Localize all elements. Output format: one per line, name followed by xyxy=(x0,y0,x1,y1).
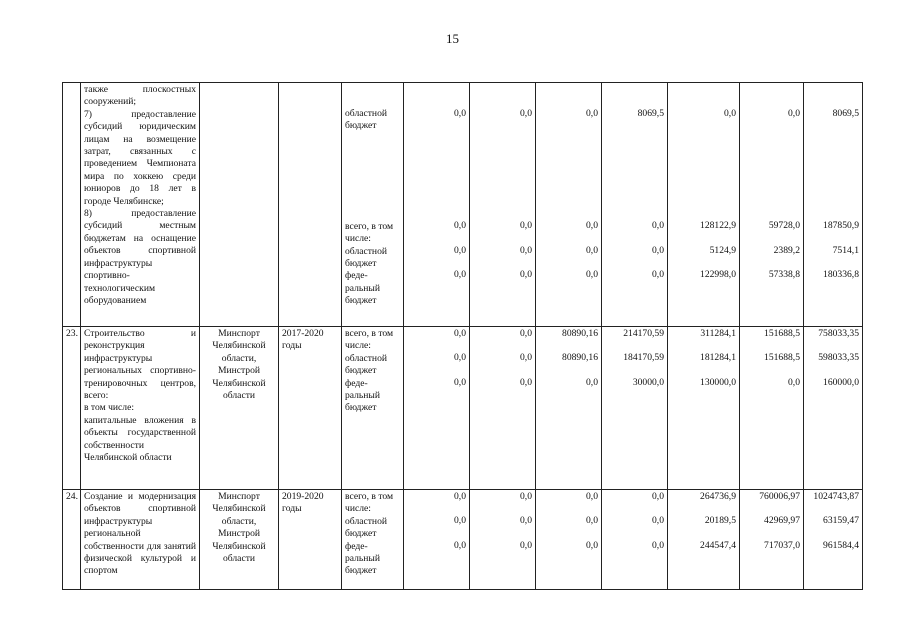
table-row xyxy=(63,327,863,490)
description-paragraph: также плоскостных сооружений; xyxy=(84,84,196,108)
event-description xyxy=(81,490,200,590)
description-text xyxy=(84,491,196,578)
row-number: 24. xyxy=(63,490,81,590)
page-number: 15 xyxy=(446,31,459,46)
executor: Минспорт Челябинской области, Минстрой Челябинской области xyxy=(200,327,279,490)
description-text xyxy=(84,328,196,464)
value-cell: 80890,16 80890,16 0,0 xyxy=(536,327,602,490)
description-text xyxy=(84,84,196,307)
value-cell: 0,0 128122,9 5124,9 122998,0 xyxy=(668,83,740,327)
funding-source-label: всего, в том числе: xyxy=(345,328,394,352)
value-cell: 0,0 59728,0 2389,2 57338,8 xyxy=(740,83,804,327)
event-description xyxy=(81,327,200,490)
funding-source-label: областной бюджет xyxy=(345,245,388,270)
funding-source xyxy=(342,327,404,490)
value-cell: 8069,5 187850,9 7514,1 180336,8 xyxy=(804,83,863,327)
description-paragraph: Строительство и реконструкция инфраструктуры региональных спортивно-тренировочных центров, всего: xyxy=(84,328,196,402)
period: 2019-2020 годы xyxy=(279,490,342,590)
funding-source-label: феде-ральный бюджет xyxy=(345,270,381,307)
value-cell: 311284,1 181284,1 130000,0 xyxy=(668,327,740,490)
period xyxy=(279,83,342,327)
value-cell: 264736,9 20189,5 244547,4 xyxy=(668,490,740,590)
budget-table xyxy=(62,82,863,590)
event-description xyxy=(81,83,200,327)
description-paragraph: капитальные вложения в объекты государственной собственности Челябинской области xyxy=(84,414,196,464)
funding-source-label: областной бюджет xyxy=(345,352,388,377)
description-paragraph: 8) предоставление субсидий местным бюджетам на оснащение объектов спортивной инфраструктуры спортивно-технологическим оборудованием xyxy=(84,208,196,306)
row-number: 23. xyxy=(63,327,81,490)
table-row xyxy=(63,83,863,327)
funding-source-label: всего, в том числе: xyxy=(345,220,394,245)
value-cell: 151688,5 151688,5 0,0 xyxy=(740,327,804,490)
value-cell: 1024743,87 63159,47 961584,4 xyxy=(804,490,863,590)
description-paragraph: Создание и модернизация объектов спортивной инфраструктуры региональной собственности для занятий физической культурой и спортом xyxy=(84,491,196,577)
value-cell: 0,0 0,0 0,0 xyxy=(470,490,536,590)
value-cell: 0,0 0,0 0,0 xyxy=(470,327,536,490)
value-cell: 0,0 0,0 0,0 xyxy=(404,490,470,590)
funding-source-label: областной бюджет xyxy=(345,515,388,540)
value-cell: 0,0 0,0 0,0 xyxy=(602,490,668,590)
value-cell: 0,0 0,0 0,0 0,0 xyxy=(470,83,536,327)
value-cell: 8069,5 0,0 0,0 0,0 xyxy=(602,83,668,327)
period: 2017-2020 годы xyxy=(279,327,342,490)
value-cell: 214170,59 184170,59 30000,0 xyxy=(602,327,668,490)
value-cell: 760006,97 42969,97 717037,0 xyxy=(740,490,804,590)
funding-source-label: феде-ральный бюджет xyxy=(345,540,381,577)
row-number xyxy=(63,83,81,327)
funding-source-label: областной бюджет xyxy=(345,108,388,132)
table-row xyxy=(63,490,863,590)
funding-source xyxy=(342,490,404,590)
value-cell: 0,0 0,0 0,0 xyxy=(404,327,470,490)
executor xyxy=(200,83,279,327)
value-cell: 758033,35 598033,35 160000,0 xyxy=(804,327,863,490)
funding-source-label: всего, в том числе: xyxy=(345,491,394,515)
description-paragraph: 7) предоставление субсидий юридическим лицам на возмещение затрат, связанных с проведением Чемпионата мира по хоккею среди юниоров до 18 лет в городе Челябинске; xyxy=(84,108,196,207)
value-cell: 0,0 0,0 0,0 xyxy=(536,490,602,590)
description-paragraph: в том числе: xyxy=(84,402,135,414)
funding-source xyxy=(342,83,404,327)
value-cell: 0,0 0,0 0,0 0,0 xyxy=(404,83,470,327)
value-cell: 0,0 0,0 0,0 0,0 xyxy=(536,83,602,327)
funding-source-label: феде-ральный бюджет xyxy=(345,377,381,414)
executor: Минспорт Челябинской области, Минстрой Челябинской области xyxy=(200,490,279,590)
